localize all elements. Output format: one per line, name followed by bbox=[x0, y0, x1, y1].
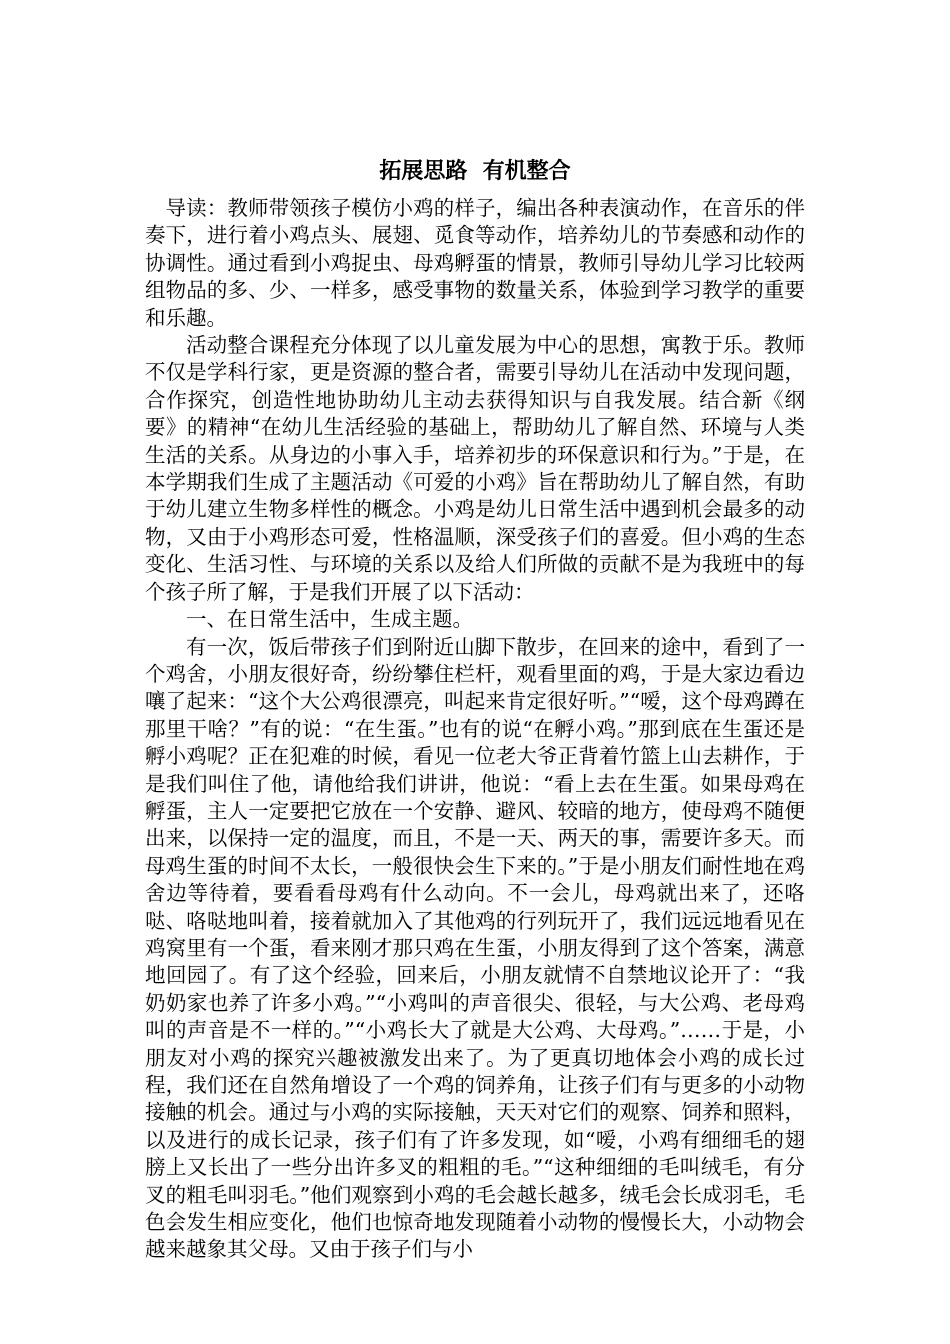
body-paragraph-2: 有一次，饭后带孩子们到附近山脚下散步，在回来的途中，看到了一个鸡舍，小朋友很好奇，纷纷攀住栏杆，观看里面的鸡，于是大家边看边嚷了起来：“这个大公鸡很漂亮，叫起来肯定很好听。”“嗳，这个母鸡蹲在那里干啥？”有的说：“在生蛋。”也有的说“在孵小鸡。”那到底在生蛋还是孵小鸡呢？正在犯难的时候，看见一位老大爷正背着竹篮上山去耕作，于是我们叫住了他，请他给我们讲讲，他说：“看上去在生蛋。如果母鸡在孵蛋，主人一定要把它放在一个安静、避风、较暗的地方，使母鸡不随便出来，以保持一定的温度，而且，不是一天、两天的事，需要许多天。而母鸡生蛋的时间不太长，一般很快会生下来的。”于是小朋友们耐性地在鸡舍边等待着，要看看母鸡有什么动向。不一会儿，母鸡就出来了，还咯哒、咯哒地叫着，接着就加入了其他鸡的行列玩开了，我们远远地看见在鸡窝里有一个蛋，看来刚才那只鸡在生蛋，小朋友得到了这个答案，满意地回园了。有了这个经验，回来后，小朋友就情不自禁地议论开了：“我奶奶家也养了许多小鸡。”“小鸡叫的声音很尖、很轻，与大公鸡、老母鸡叫的声音是不一样的。”“小鸡长大了就是大公鸡、大母鸡。”……于是，小朋友对小鸡的探究兴趣被激发出来了。为了更真切地体会小鸡的成长过程，我们还在自然角增设了一个鸡的饲养角，让孩子们有与更多的小动物接触的机会。通过与小鸡的实际接触，天天对它们的观察、饲养和照料，以及进行的成长记录，孩子们有了许多发现，如“嗳，小鸡有细细毛的翅膀上又长出了一些分出许多叉的粗粗的毛。”“这种细细的毛叫绒毛，有分叉的粗毛叫羽毛。”他们观察到小鸡的毛会越长越多，绒毛会长成羽毛，毛色会发生相应变化，他们也惊奇地发现随着小动物的慢慢长大，小动物会越来越象其父母。又由于孩子们与小 bbox=[145, 634, 805, 1262]
intro-paragraph: 导读：教师带领孩子模仿小鸡的样子，编出各种表演动作，在音乐的伴奏下，进行着小鸡点头、展翅、觅食等动作，培养幼儿的节奏感和动作的协调性。通过看到小鸡捉虫、母鸡孵蛋的情景，教师引导幼儿学习比较两组物品的多、少、一样多，感受事物的数量关系，体验到学习教学的重要和乐趣。 bbox=[145, 196, 805, 330]
document-title: 拓展思路 有机整合 bbox=[379, 159, 571, 184]
document-body bbox=[145, 195, 805, 1264]
section-heading-1: 一、在日常生活中，生成主题。 bbox=[186, 607, 473, 632]
body-paragraph-1: 活动整合课程充分体现了以儿童发展为中心的思想，寓教于乐。教师不仅是学科行家，更是资源的整合者，需要引导幼儿在活动中发现问题，合作探究，创造性地协助幼儿主动去获得知识与自我发展。结合新《纲要》的精神“在幼儿生活经验的基础上，帮助幼儿了解自然、环境与人类生活的关系。从身边的小事入手，培养初步的环保意识和行为。”于是，在本学期我们生成了主题活动《可爱的小鸡》旨在帮助幼儿了解自然，有助于幼儿建立生物多样性的概念。小鸡是幼儿日常生活中遇到机会最多的动物，又由于小鸡形态可爱，性格温顺，深受孩子们的喜爱。但小鸡的生态变化、生活习性、与环境的关系以及给人们所做的贡献不是为我班中的每个孩子所了解，于是我们开展了以下活动： bbox=[145, 333, 805, 604]
